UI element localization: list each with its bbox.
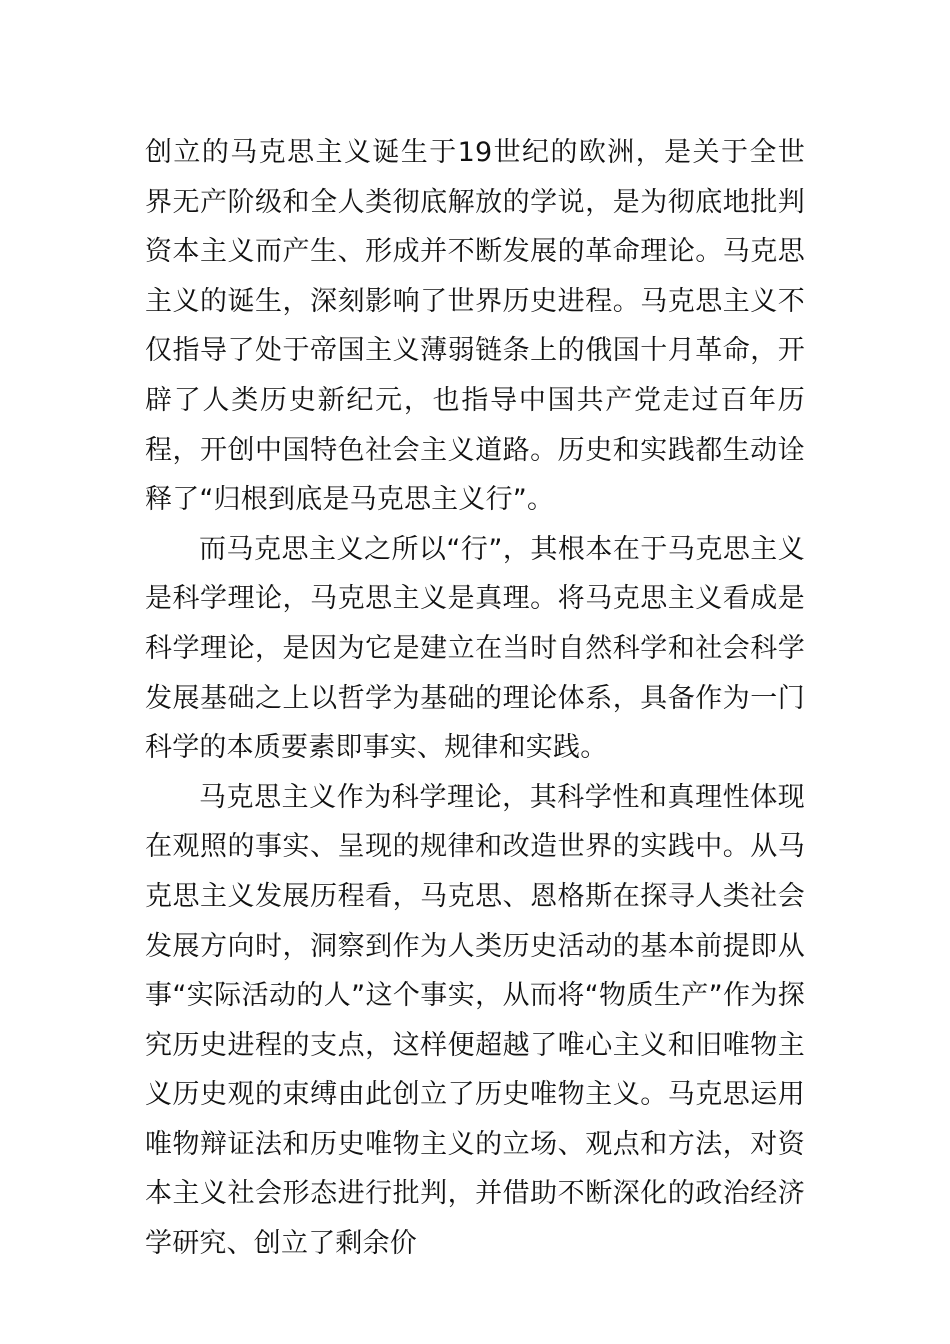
paragraph-3: 马克思主义作为科学理论，其科学性和真理性体现在观照的事实、呈现的规律和改造世界的实践中。从马克思主义发展历程看，马克思、恩格斯在探寻人类社会发展方向时，洞察到作为人类历史活动的基本前提即从事“实际活动的人”这个事实，从而将“物质生产”作为探究历史进程的支点，这样便超越了唯心主义和旧唯物主义历史观的束缚由此创立了历史唯物主义。马克思运用唯物辩证法和历史唯物主义的立场、观点和方法，对资本主义社会形态进行批判，并借助不断深化的政治经济学研究、创立了剩余价 bbox=[145, 781, 805, 1260]
paragraph-2: 而马克思主义之所以“行”，其根本在于马克思主义是科学理论，马克思主义是真理。将马克思主义看成是科学理论，是因为它是建立在当时自然科学和社会科学发展基础之上以哲学为基础的理论体系，具备作为一门科学的本质要素即事实、规律和实践。 bbox=[145, 533, 805, 764]
document-page bbox=[145, 128, 805, 1269]
paragraph-1: 创立的马克思主义诞生于19世纪的欧洲，是关于全世界无产阶级和全人类彻底解放的学说，是为彻底地批判资本主义而产生、形成并不断发展的革命理论。马克思主义的诞生，深刻影响了世界历史进程。马克思主义不仅指导了处于帝国主义薄弱链条上的俄国十月革命，开辟了人类历史新纪元，也指导中国共产党走过百年历程，开创中国特色社会主义道路。历史和实践都生动诠释了“归根到底是马克思主义行”。 bbox=[145, 137, 805, 516]
